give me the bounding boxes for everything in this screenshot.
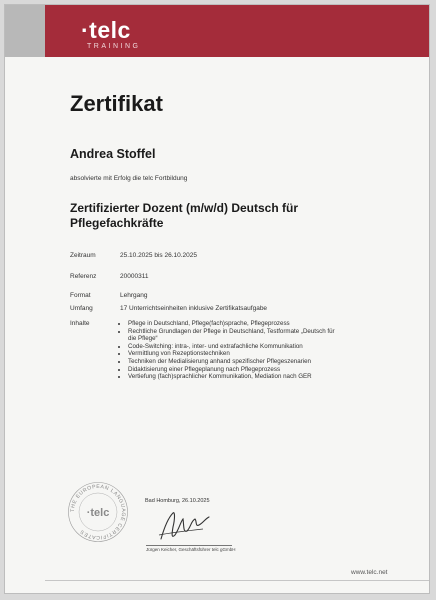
certificate-page	[4, 4, 430, 594]
recipient-name: Andrea Stoffel	[70, 147, 156, 161]
period-label: Zeitraum	[70, 252, 96, 259]
scope-value: 17 Unterrichtseinheiten inklusive Zertifikatsaufgabe	[120, 305, 268, 312]
format-value: Lehrgang	[120, 292, 148, 299]
contents-item: die Pflege“	[128, 335, 158, 343]
seal-ring-text: THE EUROPEAN LANGUAGE CERTIFICATES	[69, 483, 127, 541]
contents-item: • Didaktisierung einer Pflegeplanung nach Pflegeprozess	[128, 366, 378, 374]
contents-item: • Vermittlung von Rezeptionstechniken	[128, 350, 378, 358]
handwritten-signature	[155, 505, 215, 547]
contents-item: • Vertiefung (fach)sprachlicher Kommunikation, Mediation nach GER	[128, 373, 378, 381]
format-label: Format	[70, 292, 91, 299]
logo-subtitle: TRAINING	[87, 43, 141, 50]
footer-url: www.telc.net	[351, 569, 388, 576]
contents-item: • Pflege in Deutschland, Pflege(fach)sprache, Pflegeprozess	[128, 320, 378, 328]
header-grey-strip	[5, 5, 45, 57]
signature-line	[146, 545, 232, 546]
telc-logo: ·telc	[81, 17, 131, 43]
place-and-date: Bad Homburg, 26.10.2025	[145, 498, 210, 504]
contents-label: Inhalte	[70, 320, 90, 327]
course-title-line1: Zertifizierter Dozent (m/w/d) Deutsch für	[70, 201, 299, 215]
reference-label: Referenz	[70, 273, 97, 280]
contents-item: • Techniken der Medialisierung anhand spezifischer Pflegeszenarien	[128, 358, 378, 366]
course-title	[70, 201, 370, 231]
contents-list	[120, 320, 378, 381]
contents-item: • Rechtliche Grundlagen der Pflege in Deutschland, Testformate „Deutsch für	[128, 328, 378, 336]
signatory-caption: Jürgen Keicher, Geschäftsführer telc gGmbH	[146, 547, 236, 552]
course-title-line2: Pflegefachkräfte	[70, 216, 164, 230]
contents-item: • Code-Switching: intra-, inter- und extrafachliche Kommunikation	[128, 343, 378, 351]
scope-label: Umfang	[70, 305, 93, 312]
intro-text: absolvierte mit Erfolg die telc Fortbildung	[70, 175, 188, 182]
reference-value: 20000311	[120, 273, 149, 280]
period-value: 25.10.2025 bis 26.10.2025	[120, 252, 197, 259]
seal-brand-text: ·telc	[86, 507, 110, 519]
telc-seal	[67, 481, 129, 543]
header-bar	[5, 5, 429, 57]
footer-divider	[45, 580, 430, 581]
certificate-title: Zertifikat	[70, 91, 163, 116]
